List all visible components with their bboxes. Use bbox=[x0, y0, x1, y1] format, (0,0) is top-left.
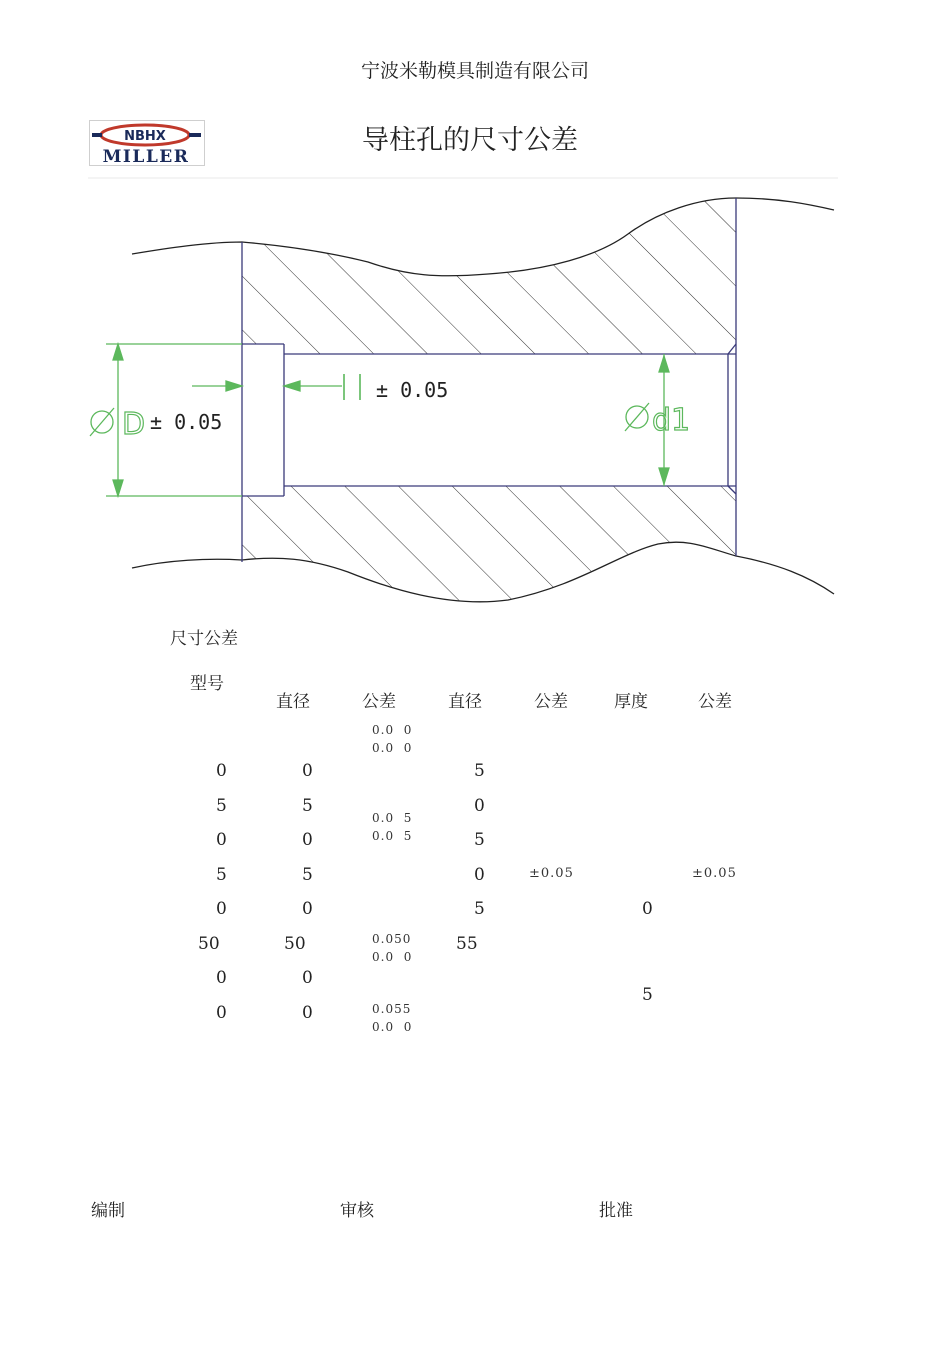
company-name: 宁波米勒模具制造有限公司 bbox=[360, 60, 589, 82]
header-tolerance-d1: 公差 bbox=[534, 692, 568, 712]
model-cell: 50 bbox=[198, 934, 220, 954]
diameter-d1-cell: 0 bbox=[474, 796, 485, 816]
diameter-D-cell: 5 bbox=[302, 796, 313, 816]
depth-H-tolerance: ± 0.05 bbox=[376, 378, 449, 402]
table-section-title: 尺寸公差 bbox=[170, 629, 238, 649]
tolerance-D-lower: 0.0 0 bbox=[372, 1020, 413, 1034]
tolerance-D-upper: 0.0 5 bbox=[372, 811, 413, 825]
model-cell: 5 bbox=[216, 865, 227, 885]
diameter-d1-cell: 5 bbox=[474, 899, 485, 919]
diameter-D-label: D bbox=[122, 407, 146, 442]
header-diameter-D: 直径 bbox=[276, 692, 310, 712]
thickness-cell: 5 bbox=[642, 985, 653, 1005]
diameter-D-cell: 0 bbox=[302, 830, 313, 850]
thickness-cell: 0 bbox=[642, 899, 653, 919]
diameter-D-tolerance: ± 0.05 bbox=[150, 410, 223, 434]
diameter-D-cell: 0 bbox=[302, 968, 313, 988]
diameter-d1-cell: 55 bbox=[456, 934, 478, 954]
reviewed-by-label: 审核 bbox=[340, 1201, 374, 1221]
prepared-by-label: 编制 bbox=[91, 1201, 125, 1221]
diameter-d1-cell: 5 bbox=[474, 830, 485, 850]
header-tolerance-D: 公差 bbox=[362, 692, 396, 712]
diameter-D-cell: 0 bbox=[302, 899, 313, 919]
header-diameter-d1: 直径 bbox=[448, 692, 482, 712]
tolerance-D-lower: 0.0 5 bbox=[372, 829, 413, 843]
logo-top-text: NBHX bbox=[124, 129, 166, 144]
header-thickness: 厚度 bbox=[614, 692, 648, 712]
diameter-D-cell: 50 bbox=[284, 934, 306, 954]
diameter-d1-cell: 0 bbox=[474, 865, 485, 885]
guide-hole-drawing bbox=[88, 176, 838, 630]
tolerance-D-lower: 0.0 0 bbox=[372, 741, 413, 755]
diameter-D-cell: 5 bbox=[302, 865, 313, 885]
model-cell: 0 bbox=[216, 830, 227, 850]
document-title: 导柱孔的尺寸公差 bbox=[362, 125, 578, 156]
approved-by-label: 批准 bbox=[599, 1201, 633, 1221]
diameter-d1-cell: 5 bbox=[474, 761, 485, 781]
model-cell: 0 bbox=[216, 968, 227, 988]
diameter-d1-label: d1 bbox=[652, 403, 691, 438]
diameter-D-cell: 0 bbox=[302, 1003, 313, 1023]
tolerance-D-upper: 0.0 0 bbox=[372, 723, 413, 737]
header-model: 型号 bbox=[190, 674, 224, 694]
model-cell: 0 bbox=[216, 761, 227, 781]
tolerance-D-upper: 0.055 bbox=[372, 1002, 412, 1016]
header-tolerance-thickness: 公差 bbox=[698, 692, 732, 712]
diameter-D-cell: 0 bbox=[302, 761, 313, 781]
tolerance-d1-cell: ±0.05 bbox=[529, 866, 574, 881]
tolerance-D-upper: 0.050 bbox=[372, 932, 412, 946]
company-logo bbox=[89, 120, 205, 166]
tolerance-D-lower: 0.0 0 bbox=[372, 950, 413, 964]
model-cell: 0 bbox=[216, 899, 227, 919]
tolerance-thickness-cell: ±0.05 bbox=[692, 866, 737, 881]
model-cell: 0 bbox=[216, 1003, 227, 1023]
model-cell: 5 bbox=[216, 796, 227, 816]
logo-bottom-text: MILLER bbox=[102, 147, 190, 166]
